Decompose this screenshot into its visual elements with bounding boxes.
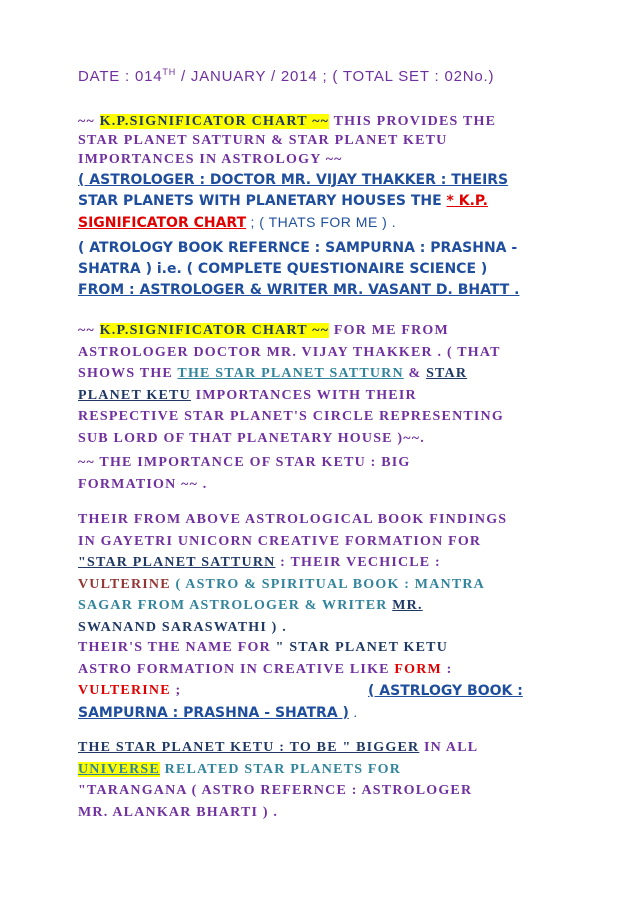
universe-word: UNIVERSE — [78, 761, 160, 777]
planet-ketu-phrase: PLANET KETU — [78, 387, 191, 403]
date-superscript: TH — [162, 67, 177, 77]
paragraph-ketu-name — [78, 637, 552, 724]
highlight-significator-chart: K.P.SIGNIFICATOR CHART ~~ — [99, 114, 330, 129]
text-line: . — [348, 704, 358, 720]
dash: ~~ — [78, 323, 100, 338]
paragraph-book-reference — [78, 238, 552, 301]
text-line: ; ( THATS FOR ME ) . — [246, 214, 397, 230]
text-line: SUB LORD OF THAT PLANETARY HOUSE )~~. — [78, 430, 425, 446]
text-line: ; — [170, 683, 182, 698]
text-line: ( ASTRO & SPIRITUAL BOOK : MANTRA — [170, 576, 485, 592]
ketu-bigger-phrase: THE STAR PLANET KETU : TO BE " BIGGER — [78, 740, 420, 755]
text-line: THIS PROVIDES THE — [329, 114, 497, 129]
paragraph-book-findings — [78, 509, 552, 638]
satturn-phrase: THE STAR PLANET SATTURN — [177, 366, 404, 381]
text-line: THEIR'S THE NAME FOR — [78, 640, 276, 655]
text-line: : THEIR VECHICLE : — [275, 555, 441, 570]
text-line: IN ALL — [419, 740, 479, 755]
astrologer-line: ( ASTROLOGER : DOCTOR MR. VIJAY THAKKER : THEIRS — [78, 172, 509, 188]
text-line: ASTRO FORMATION IN CREATIVE LIKE — [78, 661, 395, 677]
paragraph-ketu-importance — [78, 452, 552, 495]
text-line: "TARANGANA ( ASTRO REFERNCE : ASTROLOGER — [78, 783, 473, 798]
text-line: STAR PLANETS WITH PLANETARY HOUSES THE — [78, 193, 447, 209]
highlight-significator-chart: K.P.SIGNIFICATOR CHART ~~ — [99, 323, 330, 338]
paragraph-ketu-bigger — [78, 737, 552, 823]
date-rest: / JANUARY / 2014 ; ( TOTAL SET : 02No.) — [176, 68, 495, 85]
text-line: RELATED STAR PLANETS FOR — [159, 761, 402, 777]
text-line: FOR ME FROM — [329, 323, 449, 338]
astrology-book-reference: ( ASTRLOGY BOOK : — [368, 683, 523, 699]
text-line: ASTROLOGER DOCTOR MR. VIJAY THAKKER . ( THAT — [78, 344, 501, 360]
text-line: SAGAR FROM ASTROLOGER & WRITER — [78, 598, 393, 613]
star-planet-satturn: "STAR PLANET SATTURN — [78, 555, 276, 570]
text-line: SHATRA ) i.e. ( COMPLETE QUESTIONAIRE SCIENCE ) — [78, 261, 488, 277]
star-planet-ketu: " STAR PLANET KETU — [275, 640, 449, 655]
text-line: IN GAYETRI UNICORN CREATIVE FORMATION FOR — [78, 533, 482, 549]
text-line: RESPECTIVE STAR PLANET'S CIRCLE REPRESENTING — [78, 409, 504, 424]
text-line: ( ATROLOGY BOOK REFERNCE : SAMPURNA : PRASHNA - — [78, 240, 518, 256]
mr-word: MR. — [392, 598, 423, 613]
dash: ~~ — [78, 114, 100, 129]
date-line — [78, 67, 552, 85]
date-prefix: DATE : 014 — [78, 68, 163, 85]
text-line: STAR PLANET SATTURN & STAR PLANET KETU — [78, 133, 448, 148]
sampurna-prashna-shatra: SAMPURNA : PRASHNA - SHATRA ) — [78, 705, 349, 721]
vulterine-word: VULTERINE — [78, 683, 171, 698]
paragraph-significator-chart — [78, 320, 552, 449]
text-line: ~~ THE IMPORTANCE OF STAR KETU : BIG — [78, 455, 411, 470]
significator-chart-label: SIGNIFICATOR CHART — [78, 215, 247, 231]
text-line: SHOWS THE — [78, 366, 178, 381]
text-line: MR. ALANKAR BHARTI ) . — [78, 804, 279, 820]
paragraph-significator-intro — [78, 112, 552, 234]
kp-marker: * K.P. — [446, 193, 488, 209]
vulterine-word: VULTERINE — [78, 576, 171, 592]
text-line: : — [441, 661, 453, 677]
text-line: FORMATION ~~ . — [78, 476, 208, 492]
text-line: SWANAND SARASWATHI ) . — [78, 619, 287, 635]
text-line: & — [403, 366, 427, 381]
form-word: FORM — [394, 661, 442, 677]
star-word: STAR — [426, 366, 468, 381]
text-line: FROM : ASTROLOGER & WRITER MR. VASANT D. BHATT . — [78, 282, 520, 298]
text-line: IMPORTANCES IN ASTROLOGY ~~ — [78, 152, 343, 167]
text-line: IMPORTANCES WITH THEIR — [190, 387, 417, 403]
text-line: THEIR FROM ABOVE ASTROLOGICAL BOOK FINDINGS — [78, 512, 508, 527]
